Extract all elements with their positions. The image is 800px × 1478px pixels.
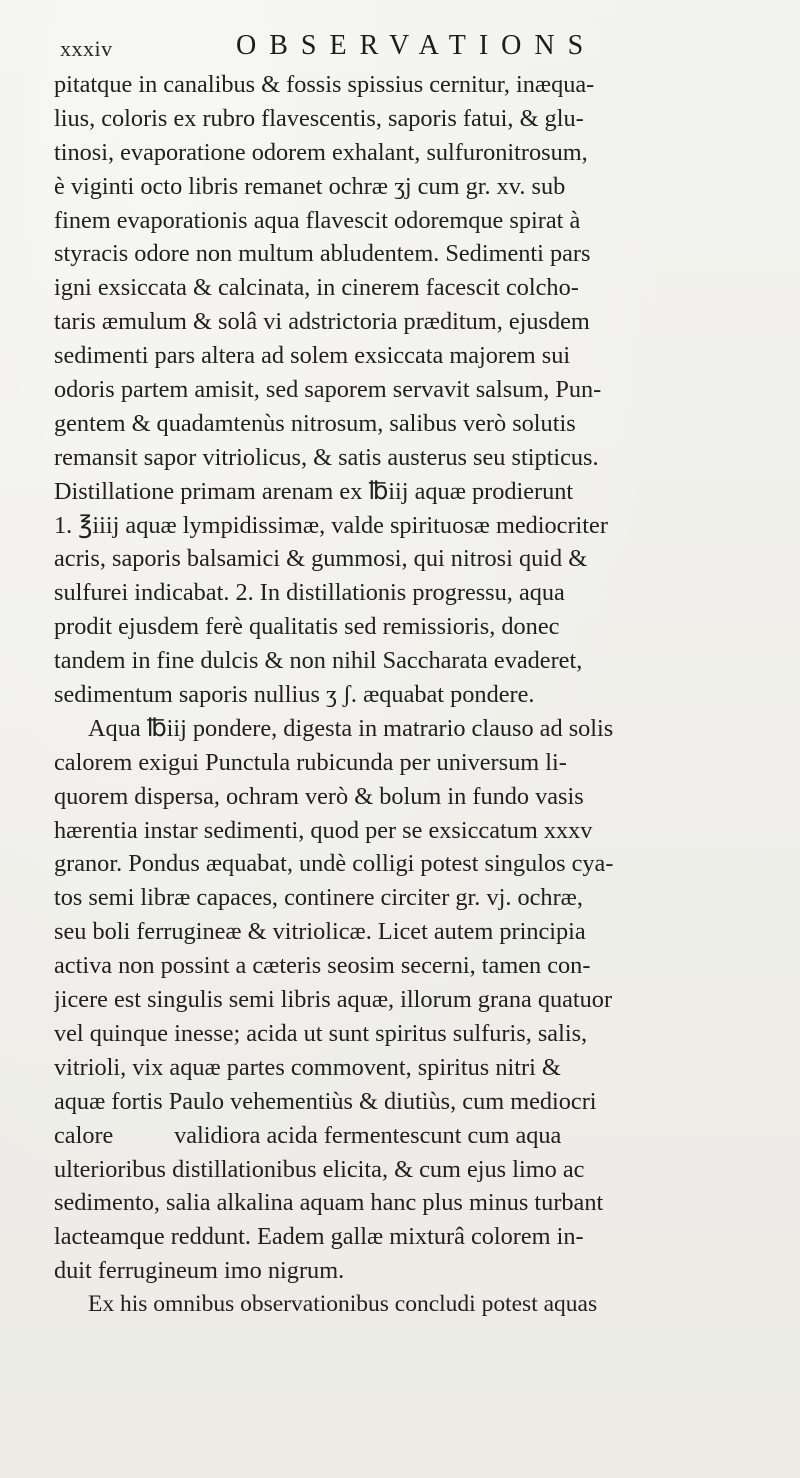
page-number: xxxiv: [60, 36, 113, 61]
text-line: granor. Pondus æquabat, undè colligi potest singulos cya-: [54, 850, 614, 878]
text-line: quorem dispersa, ochram verò & bolum in fundo vasis: [54, 782, 584, 810]
paragraph-start-line: Ex his omnibus observationibus concludi potest aquas: [88, 1291, 598, 1318]
running-head: OBSERVATIONS: [236, 30, 597, 61]
text-line: jicere est singulis semi libris aquæ, illorum grana quatuor: [54, 986, 613, 1014]
text-line: ulterioribus distillationibus elicita, & cum ejus limo ac: [54, 1155, 585, 1183]
text-line: igni exsiccata & calcinata, in cinerem facescit colcho-: [54, 274, 579, 302]
text-line: hærentia instar sedimenti, quod per se exsiccatum xxxv: [54, 816, 593, 844]
paragraph-start-line: Aqua ℔iij pondere, digesta in matrario clauso ad solis: [88, 714, 614, 742]
text-line: finem evaporationis aqua flavescit odoremque spirat à: [54, 206, 581, 234]
text-line: gentem & quadamtenùs nitrosum, salibus verò solutis: [54, 409, 576, 437]
page-header: [60, 28, 760, 66]
text-line: seu boli ferrugineæ & vitriolicæ. Licet autem principia: [54, 918, 586, 946]
text-line: vitrioli, vix aquæ partes commovent, spiritus nitri &: [54, 1053, 561, 1081]
text-line: prodit ejusdem ferè qualitatis sed remissioris, donec: [54, 613, 560, 641]
text-line: odoris partem amisit, sed saporem servavit salsum, Pun-: [54, 376, 602, 404]
text-line: taris æmulum & solâ vi adstrictoria præditum, ejusdem: [54, 308, 590, 336]
text-line: Distillatione primam arenam ex ℔iij aquæ prodierunt: [54, 477, 574, 505]
text-line: duit ferrugineum imo nigrum.: [54, 1257, 345, 1285]
text-line: lius, coloris ex rubro flavescentis, saporis fatui, & glu-: [54, 104, 584, 132]
text-line: sulfurei indicabat. 2. In distillationis progressu, aqua: [54, 579, 565, 607]
text-line: tinosi, evaporatione odorem exhalant, sulfuronitrosum,: [54, 138, 588, 166]
text-line: è viginti octo libris remanet ochræ ʒj cum gr. xv. sub: [54, 172, 566, 200]
text-line: tandem in fine dulcis & non nihil Saccharata evaderet,: [54, 647, 583, 675]
text-line: remansit sapor vitriolicus, & satis austerus seu stipticus.: [54, 443, 599, 471]
text-line: sedimenti pars altera ad solem exsiccata majorem sui: [54, 342, 571, 370]
text-line: aquæ fortis Paulo vehementiùs & diutiùs, cum mediocri: [54, 1087, 597, 1115]
text-line: 1. ℥iiij aquæ lympidissimæ, valde spirituosæ mediocriter: [54, 511, 608, 539]
text-line: lacteamque reddunt. Eadem gallæ mixturâ colorem in-: [54, 1223, 584, 1251]
text-line: acris, saporis balsamici & gummosi, qui nitrosi quid &: [54, 545, 588, 573]
text-line: styracis odore non multum abludentem. Sedimenti pars: [54, 240, 591, 268]
body-text: [54, 68, 766, 1322]
text-line: pitatque in canalibus & fossis spissius cernitur, inæqua-: [54, 71, 595, 98]
text-line: sedimentum saporis nullius ʒ ʃ. æquabat pondere.: [54, 681, 535, 709]
text-line: sedimento, salia alkalina aquam hanc plus minus turbant: [54, 1189, 604, 1217]
text-line: calore validiora acida fermentescunt cum aqua: [54, 1121, 562, 1149]
text-line: calorem exigui Punctula rubicunda per universum li-: [54, 748, 567, 776]
text-line: activa non possint a cæteris seosim secerni, tamen con-: [54, 952, 591, 980]
text-line: vel quinque inesse; acida ut sunt spiritus sulfuris, salis,: [54, 1019, 588, 1047]
text-line: tos semi libræ capaces, continere circiter gr. vj. ochræ,: [54, 884, 583, 912]
